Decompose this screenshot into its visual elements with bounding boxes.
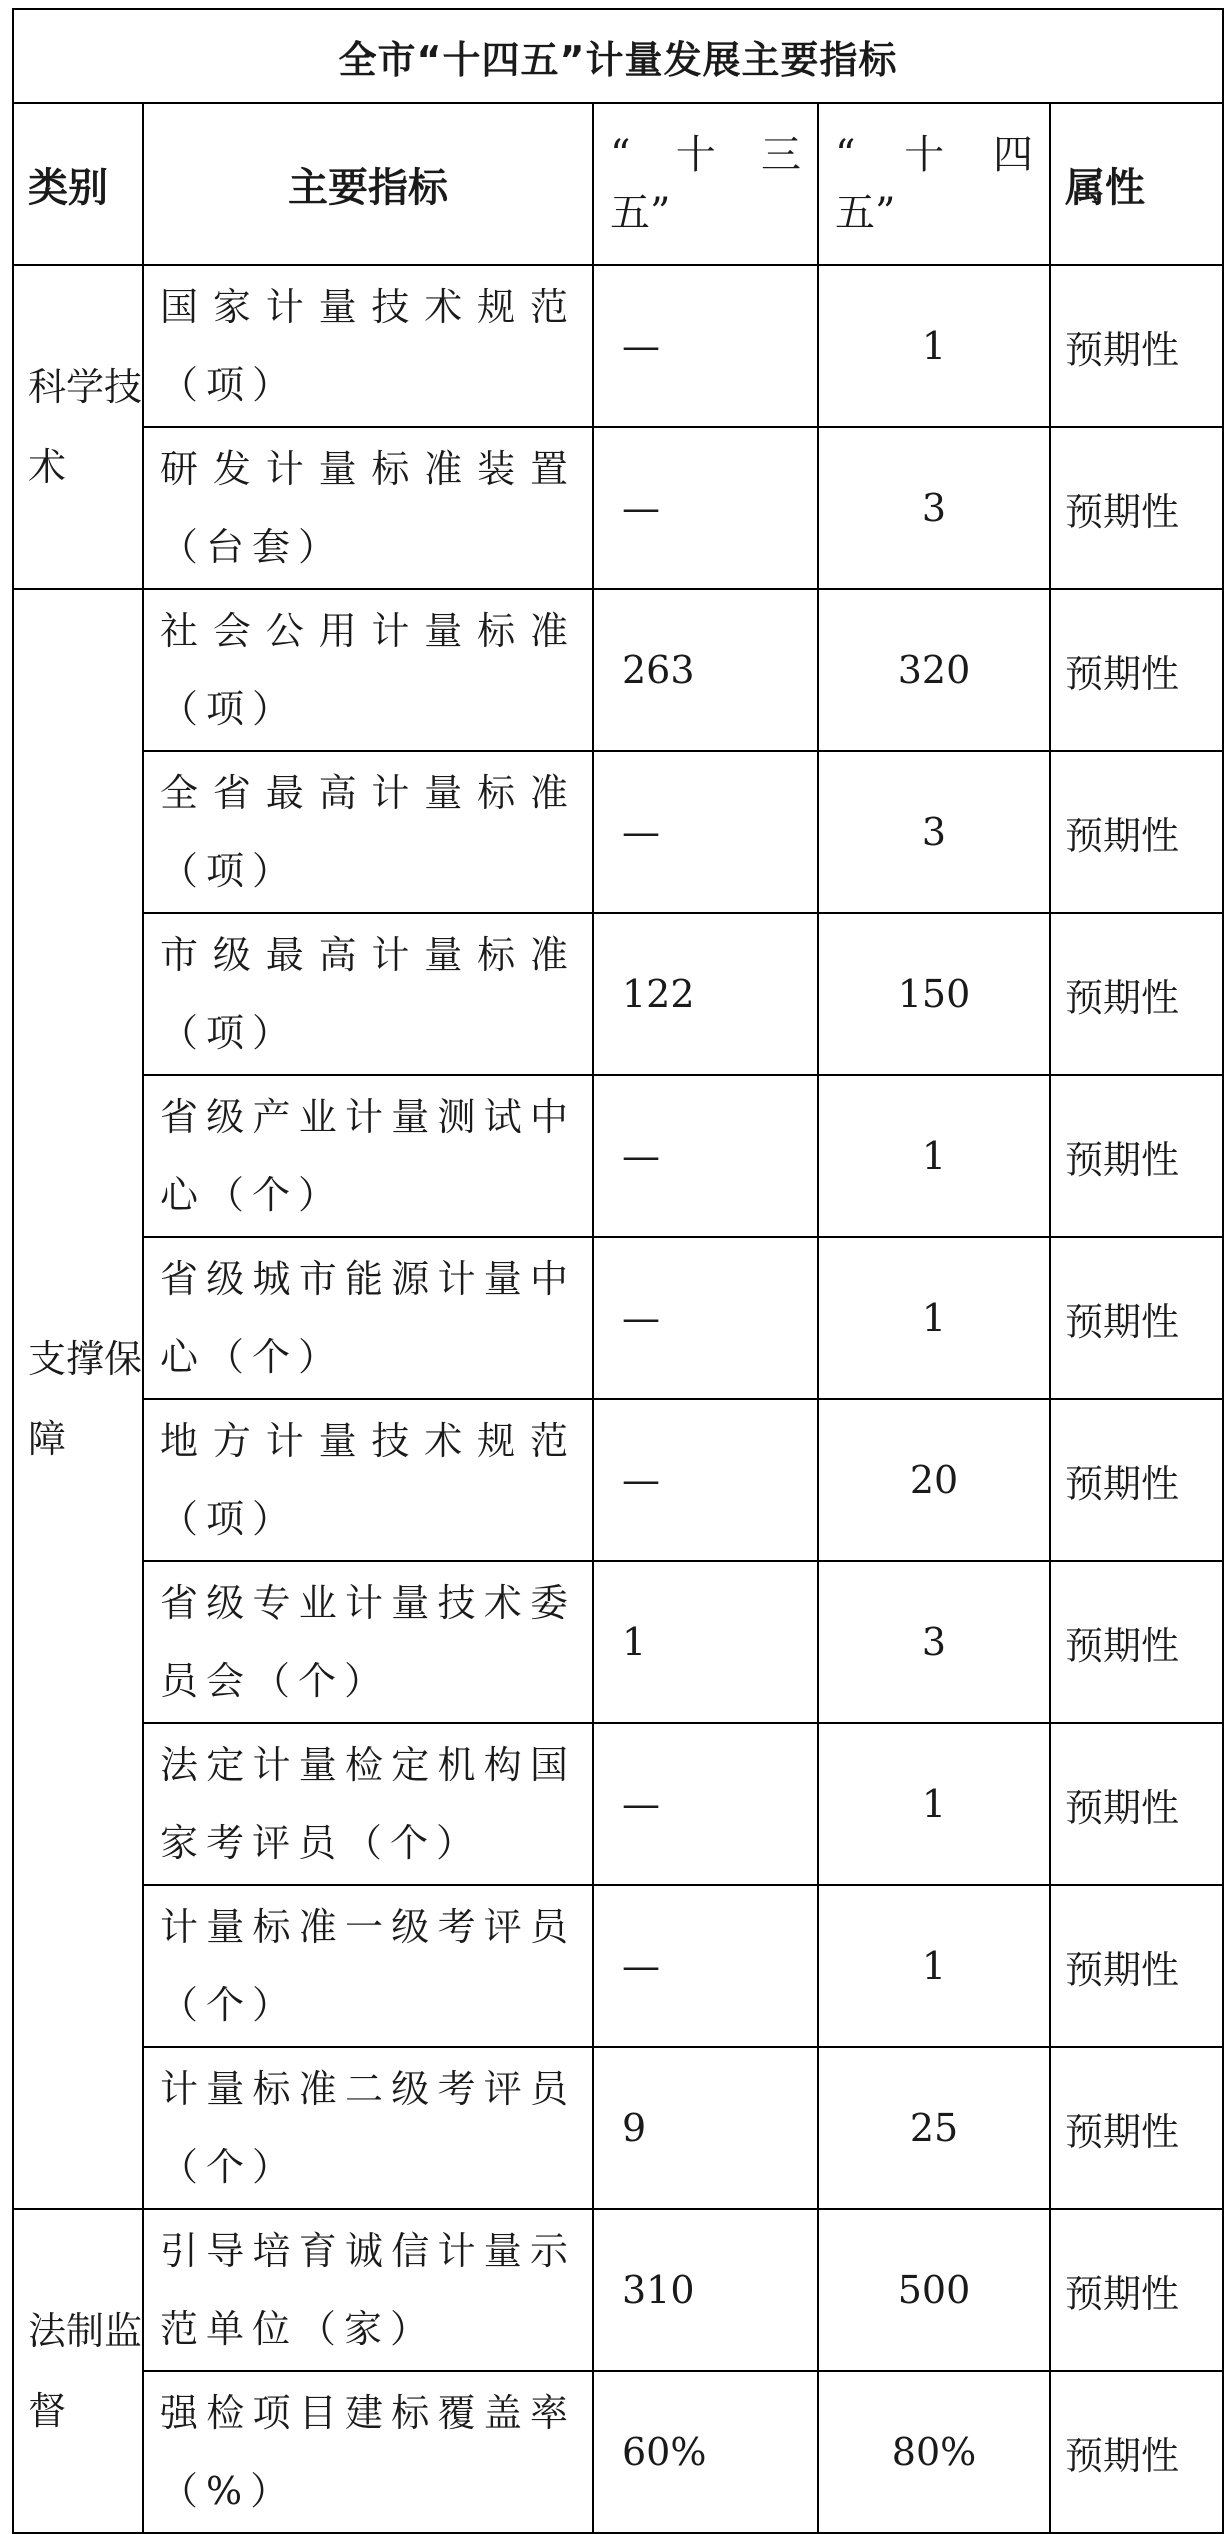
indicator-cell: 全省最高计量标准（项） [143, 751, 593, 913]
header-period-13 [593, 103, 818, 265]
value-13th-cell: — [593, 427, 818, 589]
attribute-cell: 预期性 [1050, 2047, 1223, 2209]
value-13th-cell: — [593, 1885, 818, 2047]
value-13th-cell: 310 [593, 2209, 818, 2371]
value-14th-cell: 3 [818, 427, 1050, 589]
indicator-cell: 法定计量检定机构国家考评员（个） [143, 1723, 593, 1885]
attribute-cell: 预期性 [1050, 265, 1223, 427]
value-14th-cell: 500 [818, 2209, 1050, 2371]
value-13th-cell: 1 [593, 1561, 818, 1723]
header-14-char: 四 [992, 132, 1033, 178]
value-14th-cell: 25 [818, 2047, 1050, 2209]
table-row [13, 1723, 1223, 1885]
indicator-cell: 市级最高计量标准（项） [143, 913, 593, 1075]
table-title: 全市“十四五”计量发展主要指标 [13, 9, 1223, 103]
value-13th-cell: 263 [593, 589, 818, 751]
category-cell: 法制监督 [13, 2209, 143, 2533]
attribute-cell: 预期性 [1050, 913, 1223, 1075]
indicators-table [12, 8, 1224, 2534]
table-row [13, 2047, 1223, 2209]
table-row [13, 751, 1223, 913]
value-13th-cell: 122 [593, 913, 818, 1075]
indicator-cell: 省级城市能源计量中心（个） [143, 1237, 593, 1399]
header-category: 类别 [13, 103, 143, 265]
table-row [13, 2209, 1223, 2371]
value-13th-cell: — [593, 1723, 818, 1885]
value-14th-cell: 320 [818, 589, 1050, 751]
table-row [13, 1561, 1223, 1723]
value-13th-cell: — [593, 265, 818, 427]
value-14th-cell: 1 [818, 1723, 1050, 1885]
attribute-cell: 预期性 [1050, 1399, 1223, 1561]
header-attribute: 属性 [1050, 103, 1223, 265]
attribute-cell: 预期性 [1050, 751, 1223, 913]
attribute-cell: 预期性 [1050, 427, 1223, 589]
attribute-cell: 预期性 [1050, 1075, 1223, 1237]
table-row [13, 589, 1223, 751]
indicator-cell: 计量标准一级考评员（个） [143, 1885, 593, 2047]
attribute-cell: 预期性 [1050, 1237, 1223, 1399]
indicator-cell: 社会公用计量标准（项） [143, 589, 593, 751]
attribute-cell: 预期性 [1050, 589, 1223, 751]
header-14-char: 十 [904, 132, 945, 178]
table-row [13, 1075, 1223, 1237]
indicator-cell: 计量标准二级考评员（个） [143, 2047, 593, 2209]
header-13-char: 三 [760, 132, 801, 178]
header-indicator: 主要指标 [143, 103, 593, 265]
indicator-cell: 省级产业计量测试中心（个） [143, 1075, 593, 1237]
value-13th-cell: 60% [593, 2371, 818, 2533]
header-13-char: 十 [675, 132, 716, 178]
value-13th-cell: — [593, 1399, 818, 1561]
value-13th-cell: 9 [593, 2047, 818, 2209]
value-14th-cell: 80% [818, 2371, 1050, 2533]
header-row [13, 103, 1223, 265]
attribute-cell: 预期性 [1050, 1723, 1223, 1885]
attribute-cell: 预期性 [1050, 2371, 1223, 2533]
value-14th-cell: 1 [818, 1885, 1050, 2047]
category-cell: 支撑保障 [13, 589, 143, 2209]
table-row [13, 1237, 1223, 1399]
table-row [13, 427, 1223, 589]
value-14th-cell: 3 [818, 1561, 1050, 1723]
attribute-cell: 预期性 [1050, 1561, 1223, 1723]
header-13-char: “ [610, 132, 631, 178]
indicator-cell: 研发计量标准装置（台套） [143, 427, 593, 589]
table-row [13, 1885, 1223, 2047]
indicator-cell: 强检项目建标覆盖率（%） [143, 2371, 593, 2533]
table-body [13, 265, 1223, 2533]
category-cell: 科学技术 [13, 265, 143, 589]
value-13th-cell: — [593, 1075, 818, 1237]
value-13th-cell: — [593, 751, 818, 913]
value-14th-cell: 3 [818, 751, 1050, 913]
header-14-tail: 五” [835, 190, 896, 236]
table-row [13, 265, 1223, 427]
header-period-14 [818, 103, 1050, 265]
attribute-cell: 预期性 [1050, 2209, 1223, 2371]
indicator-cell: 省级专业计量技术委员会（个） [143, 1561, 593, 1723]
value-14th-cell: 1 [818, 1237, 1050, 1399]
attribute-cell: 预期性 [1050, 1885, 1223, 2047]
indicator-cell: 引导培育诚信计量示范单位（家） [143, 2209, 593, 2371]
table-row [13, 913, 1223, 1075]
table-row [13, 2371, 1223, 2533]
value-13th-cell: — [593, 1237, 818, 1399]
table-row [13, 1399, 1223, 1561]
value-14th-cell: 1 [818, 265, 1050, 427]
header-13-tail: 五” [610, 190, 671, 236]
value-14th-cell: 20 [818, 1399, 1050, 1561]
indicator-cell: 国家计量技术规范（项） [143, 265, 593, 427]
indicator-cell: 地方计量技术规范（项） [143, 1399, 593, 1561]
header-14-char: “ [835, 132, 856, 178]
value-14th-cell: 1 [818, 1075, 1050, 1237]
value-14th-cell: 150 [818, 913, 1050, 1075]
